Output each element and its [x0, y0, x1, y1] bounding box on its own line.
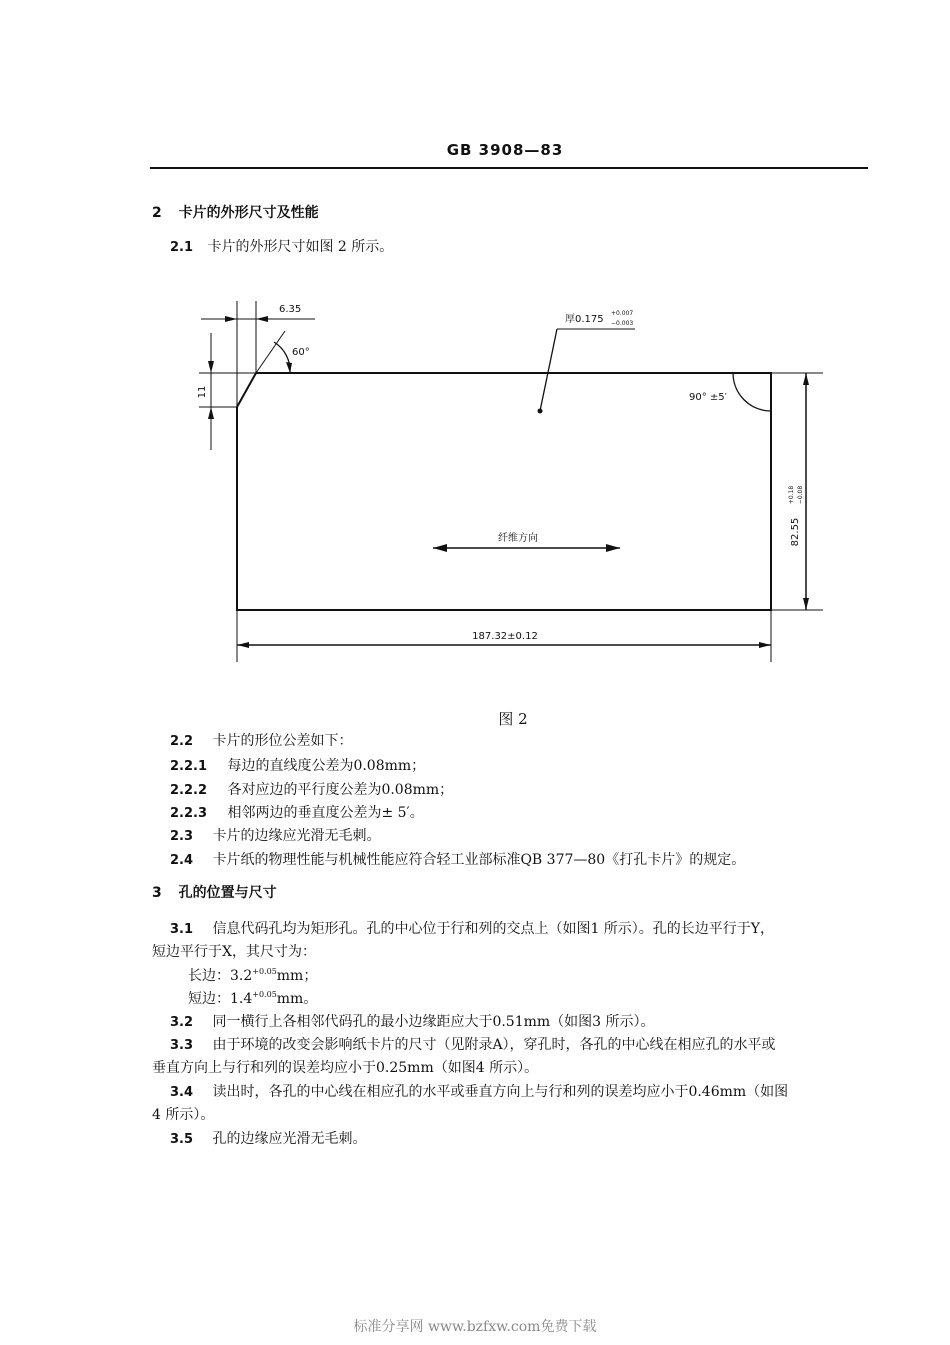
item-text: 同一横行上各相邻代码孔的最小边缘距应大于0.51mm（如图3 所示）。 — [212, 1014, 655, 1030]
item-2-2-2 — [170, 779, 453, 799]
item-number: 3.4 — [170, 1085, 194, 1100]
item-2-4 — [170, 849, 745, 869]
angle-60-reference-line — [256, 331, 285, 373]
chamfer-width-label: 6.35 — [279, 304, 302, 315]
width-label: 187.32±0.12 — [472, 631, 538, 642]
item-number: 2.4 — [170, 853, 194, 868]
item-text: 相邻两边的垂直度公差为± 5′。 — [227, 805, 424, 821]
item-number: 2.2.3 — [170, 806, 208, 821]
thickness-leader-dot — [538, 409, 543, 414]
item-text: 卡片的边缘应光滑无毛刺。 — [212, 828, 381, 844]
angle-60-label: 60° — [292, 347, 310, 358]
long-edge-label: 长边：3.2 — [188, 968, 253, 984]
arrowhead — [433, 544, 447, 552]
item-text: 孔的边缘应光滑无毛刺。 — [212, 1131, 367, 1147]
item-2-2-3 — [170, 802, 424, 822]
item-number: 2.2.2 — [170, 783, 208, 798]
item-number: 3.2 — [170, 1015, 194, 1030]
item-text: 读出时，各孔的中心线在相应孔的水平或垂直方向上与行和列的误差均应小于0.46mm（如图 — [212, 1084, 789, 1100]
section-3-heading — [152, 882, 277, 902]
fiber-direction-label: 纤维方向 — [498, 533, 538, 544]
item-number: 2.1 — [170, 240, 194, 255]
angle-60-arc — [274, 342, 290, 373]
item-text: 卡片的外形尺寸如图 2 所示。 — [207, 239, 394, 255]
item-3-3-line-1 — [170, 1034, 776, 1054]
short-edge-unit: mm。 — [276, 991, 318, 1007]
item-text: 卡片的形位公差如下： — [212, 733, 353, 749]
card-dimension-drawing — [195, 295, 835, 675]
item-text: 卡片纸的物理性能与机械性能应符合轻工业部标准QB 377—80《打孔卡片》的规定。 — [212, 852, 746, 868]
item-3-1-line-1 — [170, 918, 774, 938]
arrowhead — [208, 361, 214, 373]
item-number: 2.2.1 — [170, 759, 208, 774]
item-number: 3.3 — [170, 1038, 194, 1053]
arrowhead — [759, 642, 771, 648]
item-number: 3.1 — [170, 922, 194, 937]
long-edge-tolerance: +0.05 — [252, 967, 277, 976]
arrowhead — [237, 642, 249, 648]
angle-90-arc — [733, 373, 771, 411]
item-3-1-line-2: 短边平行于X，其尺寸为： — [152, 944, 316, 960]
arrowhead — [803, 373, 809, 385]
chamfer-height-label: 11 — [197, 385, 208, 399]
item-text: 由于环境的改变会影响纸卡片的尺寸（见附录A），穿孔时，各孔的中心线在相应孔的水平或 — [212, 1037, 776, 1053]
figure-caption: 图 2 — [498, 710, 528, 728]
thickness-tolerance-upper: +0.007 — [611, 310, 634, 317]
section-2-heading — [152, 202, 319, 222]
item-text: 每边的直线度公差为0.08mm； — [227, 758, 426, 774]
header-rule — [150, 167, 868, 169]
thickness-tolerance-lower: −0.003 — [611, 320, 634, 327]
height-tolerance-upper: +0.18 — [788, 485, 795, 505]
long-edge-unit: mm； — [276, 968, 318, 984]
thickness-label: 厚0.175 — [565, 314, 604, 325]
angle-90-label: 90° ±5′ — [689, 392, 727, 403]
thickness-leader-line — [540, 329, 557, 411]
item-number: 2.3 — [170, 829, 194, 844]
item-3-4-line-2: 4 所示）。 — [152, 1107, 215, 1123]
arrowhead — [256, 316, 268, 322]
arrowhead — [606, 544, 620, 552]
section-3-number: 3 — [152, 885, 162, 901]
item-text: 信息代码孔均为矩形孔。孔的中心位于行和列的交点上（如图1 所示）。孔的长边平行于Y， — [212, 921, 775, 937]
height-value-label: 82.55 — [790, 517, 801, 547]
item-2-2 — [170, 730, 352, 750]
short-edge-label: 短边：1.4 — [188, 991, 253, 1007]
item-number: 2.2 — [170, 734, 194, 749]
section-2-number: 2 — [152, 205, 162, 221]
arrowhead — [225, 316, 237, 322]
short-edge-size — [188, 988, 317, 1008]
standard-header: GB 3908—83 — [446, 141, 564, 159]
arrowhead — [208, 407, 214, 419]
arrowhead — [803, 598, 809, 610]
item-2-2-1 — [170, 755, 425, 775]
watermark-footer: 标准分享网 www.bzfxw.com免费下载 — [353, 1319, 597, 1335]
arrowhead — [286, 362, 292, 373]
long-edge-size — [188, 965, 317, 985]
item-text: 各对应边的平行度公差为0.08mm； — [227, 782, 454, 798]
card-outline — [237, 373, 771, 610]
item-3-5 — [170, 1128, 366, 1148]
item-2-1 — [170, 236, 393, 256]
item-2-3 — [170, 825, 380, 845]
short-edge-tolerance: +0.05 — [252, 990, 277, 999]
item-3-3-line-2: 垂直方向上与行和列的误差均应小于0.25mm（如图4 所示）。 — [152, 1060, 539, 1076]
section-3-title: 孔的位置与尺寸 — [178, 885, 277, 901]
height-tolerance-lower: −0.08 — [797, 485, 804, 505]
item-3-2 — [170, 1011, 655, 1031]
item-3-4-line-1 — [170, 1081, 788, 1101]
item-number: 3.5 — [170, 1132, 194, 1147]
section-2-title: 卡片的外形尺寸及性能 — [178, 205, 319, 221]
